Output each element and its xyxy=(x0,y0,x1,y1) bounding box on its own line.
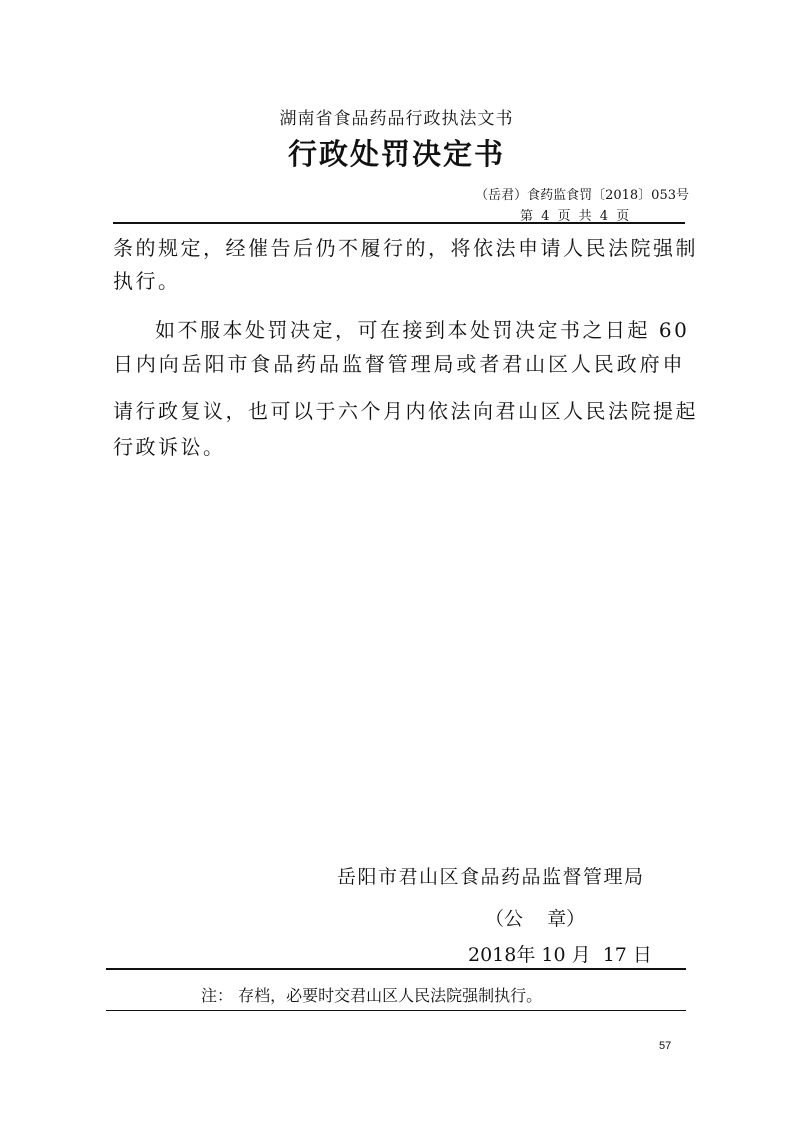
page-number: 57 xyxy=(659,1040,672,1052)
body-line-3: 如不服本处罚决定，可在接到本处罚决定书之日起 60 xyxy=(155,318,690,342)
footer-divider-bottom xyxy=(106,1010,686,1011)
signature-org: 岳阳市君山区食品药品监督管理局 xyxy=(337,866,645,888)
body-line-2: 执行。 xyxy=(113,269,181,293)
document-number: （岳君）食药监食罚〔2018〕053号 xyxy=(475,188,689,203)
official-seal-placeholder: （公 章） xyxy=(485,908,586,930)
document-title: 行政处罚决定书 xyxy=(287,137,505,171)
body-line-6: 行政诉讼。 xyxy=(113,435,226,459)
header-divider xyxy=(113,222,685,224)
footer-divider-top xyxy=(106,968,686,970)
body-line-4: 日内向岳阳市食品药品监督管理局或者君山区人民政府申 xyxy=(113,352,685,376)
body-line-5: 请行政复议，也可以于六个月内依法向君山区人民法院提起 xyxy=(113,399,698,423)
document-header-org: 湖南省食品药品行政执法文书 xyxy=(279,109,514,129)
signature-date: 2018年 10 月 17 日 xyxy=(468,944,652,966)
footer-note: 注： 存档，必要时交君山区人民法院强制执行。 xyxy=(201,986,543,1005)
body-line-1: 条的规定，经催告后仍不履行的，将依法申请人民法院强制 xyxy=(113,236,698,260)
page-info: 第 4 页 共 4 页 xyxy=(520,209,630,224)
